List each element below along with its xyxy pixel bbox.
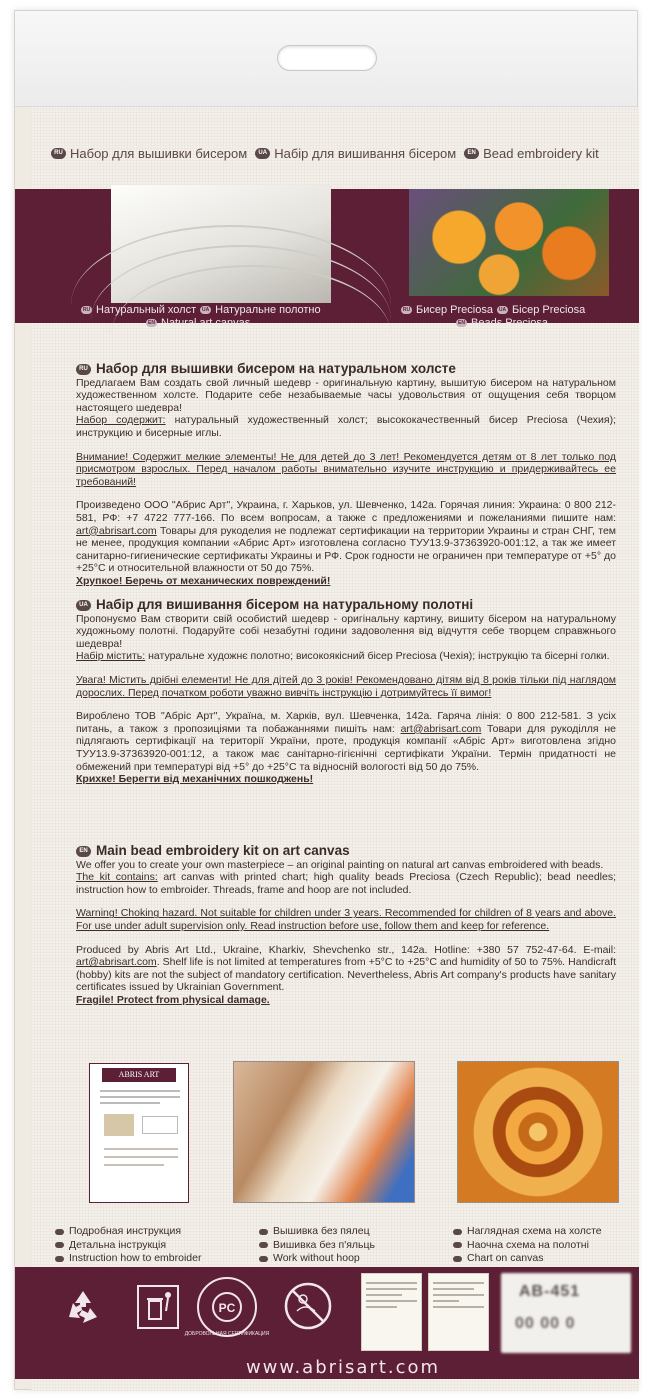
certificates-photo [361,1273,489,1351]
contents-ua [76,650,616,663]
maker-text: Вироблено ТОВ "Абріс Арт", Україна, м. Харків, вул. Шевченка, 142а. Гаряча лінія: 0 800 212-581. З усіх питань, а також з пропозиціями та побажаннями пишіть нам: [76,710,616,735]
hanger-strip [15,11,637,107]
lang-badge-icon: RU [76,364,91,375]
header-title-text: Набор для вышивки бисером [70,145,248,161]
article-extra: 00 00 0 [515,1315,576,1332]
canvas-caption-ua: Натуральне полотно [215,304,321,316]
list-item [55,1239,201,1253]
contents-ru [76,414,616,439]
list-item [259,1225,375,1239]
lang-badge-icon: UA [255,148,270,159]
header-title-ru [51,146,247,161]
bullet-icon [55,1229,64,1235]
maker-text: Produced by Abris Art Ltd., Ukraine, Kharkiv, Shevchenko str., 142a. Hotline: +380 57 752-47-64. E-mail: [76,943,616,956]
cert-mark: PC [218,1301,236,1315]
lang-badge-icon: EN [456,319,467,327]
section-en [76,845,616,1007]
header-title-text: Набір для вишивання бісером [274,145,457,161]
lang-badge-icon: EN [464,148,479,159]
lang-badge-icon: UA [498,307,507,313]
recycle-icon [61,1285,105,1329]
email-link[interactable]: art@abrisart.com [76,956,157,969]
list-item [259,1252,375,1266]
bullet-icon [259,1242,268,1248]
no-young-children-icon [283,1281,333,1331]
intro-ua [76,613,616,651]
bullet-icon [259,1256,268,1262]
maker-text: Товары для рукоделия не подлежат сертификации на территории Украины и стран СНГ, тем не менее, продукция компании «Абрис Арт» изготовлена согласно ТУУ13.9-37363920-001:12, а так же имеет санитарно-гигиенические сертификаты Украины и РФ. Срок годности не ограничен при температуре от +5° до +25°С и относительной влажности от 50 до 75%. [76,524,616,575]
contents-label: Набор содержит: [76,414,166,427]
fragile-en: Fragile! Protect from physical damage. [76,993,270,1006]
intro-text: We offer you to create your own masterpiece – an original painting on natural art canvas embroidered with beads. [76,858,604,871]
section-title-ru [76,363,616,376]
caption-text: Подробная инструкция [69,1225,182,1237]
maker-ua [76,710,616,773]
caption-text: Instruction how to embroider [69,1252,202,1265]
article-label [501,1273,631,1353]
canvas-photo [111,185,331,303]
article-code: AB-451 [519,1283,581,1300]
intro-en [76,859,616,872]
warning-en: Warning! Choking hazard. Not suitable for children under 3 years. Recommended for children of 8 years and above. For use under adult supervision only. Read instruction before use, follow them and keep for reference. [76,907,616,932]
certificate-document [428,1273,489,1351]
section-ru [76,363,616,588]
caption-text: Детальна інструкція [69,1238,167,1251]
canvas-caption-row2 [146,317,250,329]
certificate-document [361,1273,422,1351]
feature-chart [453,1225,602,1266]
feature-instruction [55,1225,201,1266]
contents-label: Набір містить: [76,650,146,663]
list-item [259,1239,375,1253]
contents-label: The kit contains: [76,871,158,884]
bullet-icon [259,1229,268,1235]
maker-text: . Shelf life is not limited at temperatures from +5°C to +25°C and humidity of 50 to 75%. Handicraft (hobby) kits are not the subject of mandatory certification. Nevertheless, Abris Art company's products have sanitary certificates issued by Ukrainian Government. [76,956,616,994]
bullet-icon [453,1229,462,1235]
section-title-text: Main bead embroidery kit on art canvas [96,843,350,858]
warning-ru: Внимание! Содержит мелкие элементы! Не для детей до 3 лет! Рекомендуется детям от 8 лет только под присмотром взрослых. Перед началом работы внимательно изучите инструкцию и придерживайтесь ее требований! [76,450,616,488]
lang-badge-icon: RU [402,307,411,313]
lang-badge-icon: EN [76,846,91,857]
lang-badge-icon: RU [51,148,66,159]
maker-text: Произведено ООО "Абрис Арт", Украина, г. Харьков, ул. Шевченко, 142а. Горячая линия: Украина: 0 800 212-581, РФ: +7 4722 777-166. По всем вопросам, а также с предложениями и пожеланиями пишите нам: [76,499,616,524]
header-title-en [464,146,599,161]
email-link[interactable]: art@abrisart.com [76,524,157,537]
maker-en [76,944,616,994]
product-packaging [14,10,638,1390]
caption-text: Вышивка без пялец [273,1225,370,1237]
lang-badge-icon: UA [202,307,210,313]
email-link[interactable]: art@abrisart.com [400,722,482,735]
contents-text: art canvas with printed chart; high quality beads Preciosa (Czech Republic); bead needles; instruction how to embroider. Threads, frame and hoop are not included. [76,871,617,896]
lang-badge-icon: RU [82,307,91,313]
intro-ru [76,377,616,415]
header-titles [51,143,641,163]
canvas-caption-row1 [81,304,321,316]
section-title-ua [76,599,616,612]
caption-text: Наглядная схема на холсте [467,1225,602,1237]
intro-text: Предлагаем Вам создать свой личный шедевр - оригинальную картину, вышитую бисером на натуральном художественном холсте. Подарите себе незабываемые часы удовольствия от ощущения себя творцом настоящего шедевра! [76,376,616,414]
fragile-ua: Крихке! Берегти від механічних пошкоджень! [76,773,314,786]
caption-text: Work without hoop [273,1252,360,1265]
list-item [453,1225,602,1239]
chart-on-canvas-photo [457,1061,619,1203]
feature-hoop [259,1225,375,1266]
contents-text: натуральный художественный холст; высококачественный бисер Preciosa (Чехия); инструкцию и бисерные иглы. [76,414,616,439]
bullet-icon [453,1242,462,1248]
contents-text: натуральне художнє полотно; високоякісний бісер Preciosa (Чехія); інструкцію та бісерні голки. [145,650,610,663]
trash-bin-icon [135,1283,181,1331]
embroidery-hands-photo [233,1061,415,1203]
lang-badge-icon: EN [146,319,157,327]
website-url[interactable]: www.abrisart.com [245,1357,441,1378]
packaging-card [31,107,639,1391]
beads-caption-row1 [401,304,585,316]
section-title-text: Набор для вышивки бисером на натуральном холсте [96,361,456,376]
header-title-ua [255,146,456,161]
fragile-ru: Хрупкое! Беречь от механических повреждений! [76,574,331,587]
contents-en [76,871,616,896]
beads-caption-row2 [456,317,548,329]
list-item [453,1239,602,1253]
booklet-logo: ABRIS ART [102,1068,176,1082]
beads-photo [409,189,609,296]
hanger-hole [277,45,377,71]
section-ua [76,599,616,786]
instruction-booklet-photo [89,1063,189,1203]
certification-icon [184,1275,270,1339]
beads-caption-ua: Бісер Preciosa [511,304,586,316]
maker-ru [76,499,616,575]
list-item [453,1252,602,1266]
caption-text: Chart on canvas [467,1252,544,1265]
bullet-icon [55,1256,64,1262]
beads-caption-ru: Бисер Preciosa [416,304,493,316]
lang-badge-icon: UA [76,600,91,611]
caption-text: Наочна схема на полотні [467,1238,589,1251]
warning-ua: Увага! Містить дрібні елементи! Не для дітей до 3 років! Рекомендовано дітям від 8 років тільки під наглядом дорослих. Перед початком роботи уважно вивчіть інструкцію і дотримуйтесь її вимог! [76,673,616,699]
canvas-caption-en: Natural art canvas [161,317,251,329]
section-title-en [76,845,616,858]
section-title-text: Набір для вишивання бісером на натуральному полотні [96,597,474,612]
canvas-caption-ru: Натуральный холст [96,304,197,316]
caption-text: Вишивка без п'яльць [273,1238,376,1251]
list-item [55,1225,201,1239]
bullet-icon [453,1256,462,1262]
beads-caption-en: Beads Preciosa [471,317,549,329]
bullet-icon [55,1242,64,1248]
maker-text: Товари для рукоділля не підлягають сертифікації на території України, проте, продукція компанії «Абріс Арт» виготовлена згідно ТУУ13.9-37363920-001:12, а також має санітарно-гігієнічні сертифікати України. Термін придатності не обмежений при температурі від +5° до +25°С та відносній вологості від 50 до 75%. [76,722,617,773]
list-item [55,1252,201,1266]
intro-text: Пропонуємо Вам створити свій особистий шедевр - оригінальну картину, вишиту бісером на натуральному художньому полотні. Подаруйте собі незабутні години задоволення від відчуття себе творцем справжнього шедевра! [76,612,616,650]
header-title-text: Bead embroidery kit [483,145,599,161]
cert-label: ДОБРОВОЛЬНАЯ СЕРТИФИКАЦИЯ [184,1331,270,1337]
